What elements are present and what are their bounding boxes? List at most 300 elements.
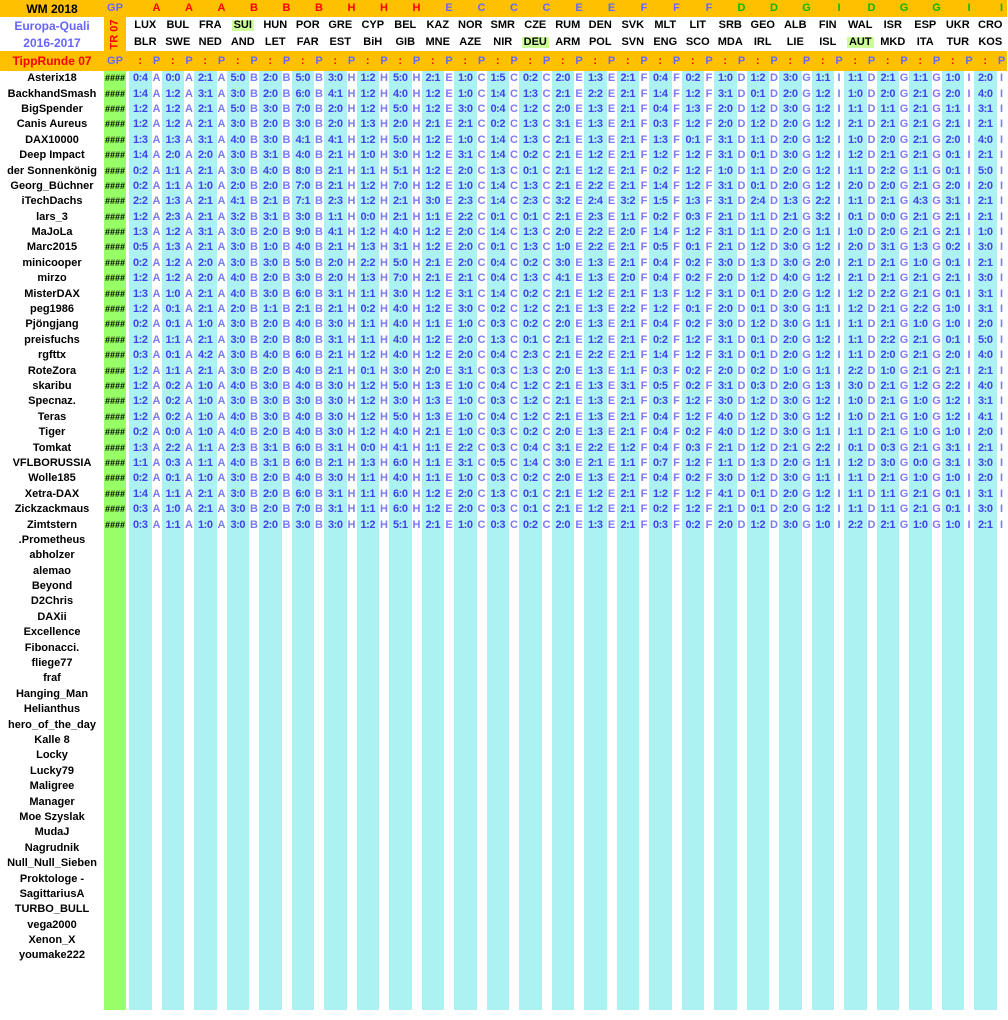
score-cell[interactable]: 2:1 xyxy=(974,117,997,132)
score-cell[interactable]: 1:3 xyxy=(129,286,152,301)
score-cell[interactable]: 7:0 xyxy=(389,179,412,194)
score-cell[interactable]: 1:1 xyxy=(162,487,185,502)
score-cell[interactable]: 3:1 xyxy=(454,148,477,163)
score-cell[interactable]: 2:1 xyxy=(974,256,997,271)
score-cell[interactable]: 0:1 xyxy=(487,240,510,255)
score-cell[interactable]: 1:1 xyxy=(422,317,445,332)
score-cell[interactable]: 3:1 xyxy=(714,86,737,101)
score-cell[interactable]: 2:2 xyxy=(844,363,867,378)
score-cell[interactable]: 1:2 xyxy=(844,148,867,163)
score-cell[interactable]: 2:1 xyxy=(909,179,932,194)
score-cell[interactable]: 3:2 xyxy=(227,210,250,225)
score-cell[interactable]: 3:1 xyxy=(259,148,282,163)
score-cell[interactable]: 1:3 xyxy=(747,456,770,471)
score-cell[interactable]: 3:0 xyxy=(259,256,282,271)
score-cell[interactable]: 2:1 xyxy=(877,471,900,486)
score-cell[interactable]: 2:0 xyxy=(259,271,282,286)
score-cell[interactable]: 1:3 xyxy=(649,286,672,301)
score-cell[interactable]: 1:0 xyxy=(812,517,835,532)
score-cell[interactable]: 1:1 xyxy=(812,317,835,332)
score-cell[interactable]: 2:3 xyxy=(324,194,347,209)
score-cell[interactable]: 7:0 xyxy=(292,502,315,517)
score-cell[interactable]: 1:2 xyxy=(747,102,770,117)
score-cell[interactable]: 0:1 xyxy=(519,163,542,178)
score-cell[interactable]: 1:1 xyxy=(812,71,835,86)
score-cell[interactable]: 4:0 xyxy=(974,379,997,394)
score-cell[interactable]: 4:1 xyxy=(324,133,347,148)
score-cell[interactable]: 2:0 xyxy=(714,363,737,378)
score-cell[interactable]: 2:0 xyxy=(552,317,575,332)
score-cell[interactable]: 5:0 xyxy=(292,71,315,86)
score-cell[interactable]: 2:3 xyxy=(584,210,607,225)
score-cell[interactable]: 0:0 xyxy=(357,210,380,225)
score-cell[interactable]: 1:2 xyxy=(747,410,770,425)
score-cell[interactable]: 1:0 xyxy=(909,471,932,486)
score-cell[interactable]: 2:2 xyxy=(877,333,900,348)
score-cell[interactable]: 0:3 xyxy=(877,440,900,455)
score-cell[interactable]: 0:5 xyxy=(649,240,672,255)
score-cell[interactable]: 0:2 xyxy=(682,317,705,332)
score-cell[interactable]: 1:2 xyxy=(129,394,152,409)
score-cell[interactable]: 0:3 xyxy=(682,440,705,455)
score-cell[interactable]: 4:1 xyxy=(324,225,347,240)
score-cell[interactable]: 1:0 xyxy=(454,179,477,194)
score-cell[interactable]: 2:1 xyxy=(877,379,900,394)
score-cell[interactable]: 3:0 xyxy=(292,394,315,409)
score-cell[interactable]: 0:3 xyxy=(487,317,510,332)
score-cell[interactable]: 2:1 xyxy=(942,210,965,225)
score-cell[interactable]: 0:2 xyxy=(162,379,185,394)
score-cell[interactable]: 3:1 xyxy=(877,240,900,255)
score-cell[interactable]: 0:2 xyxy=(129,256,152,271)
score-cell[interactable]: 6:0 xyxy=(292,86,315,101)
score-cell[interactable]: 1:3 xyxy=(584,302,607,317)
score-cell[interactable]: 3:0 xyxy=(389,286,412,301)
score-cell[interactable]: 5:0 xyxy=(389,102,412,117)
score-cell[interactable]: 0:2 xyxy=(487,117,510,132)
score-cell[interactable]: 0:2 xyxy=(129,179,152,194)
score-cell[interactable]: 3:1 xyxy=(259,440,282,455)
score-cell[interactable]: 2:1 xyxy=(552,179,575,194)
score-cell[interactable]: 0:2 xyxy=(519,71,542,86)
score-cell[interactable]: 3:0 xyxy=(422,194,445,209)
score-cell[interactable]: 4:3 xyxy=(909,194,932,209)
score-cell[interactable]: 2:1 xyxy=(324,240,347,255)
score-cell[interactable]: 2:1 xyxy=(194,302,217,317)
score-cell[interactable]: 1:0 xyxy=(454,471,477,486)
score-cell[interactable]: 0:1 xyxy=(747,179,770,194)
score-cell[interactable]: 3:1 xyxy=(454,456,477,471)
score-cell[interactable]: 2:1 xyxy=(617,471,640,486)
score-cell[interactable]: 2:0 xyxy=(552,471,575,486)
score-cell[interactable]: 1:3 xyxy=(812,379,835,394)
score-cell[interactable]: 2:3 xyxy=(519,348,542,363)
score-cell[interactable]: 1:2 xyxy=(682,394,705,409)
score-cell[interactable]: 1:2 xyxy=(129,117,152,132)
score-cell[interactable]: 2:0 xyxy=(259,425,282,440)
score-cell[interactable]: 4:0 xyxy=(389,317,412,332)
score-cell[interactable]: 2:0 xyxy=(194,256,217,271)
score-cell[interactable]: 3:0 xyxy=(324,394,347,409)
score-cell[interactable]: 2:0 xyxy=(552,102,575,117)
score-cell[interactable]: 0:1 xyxy=(747,333,770,348)
score-cell[interactable]: 3:0 xyxy=(227,348,250,363)
score-cell[interactable]: 3:0 xyxy=(714,471,737,486)
score-cell[interactable]: 1:2 xyxy=(682,117,705,132)
score-cell[interactable]: 1:2 xyxy=(812,179,835,194)
score-cell[interactable]: 2:1 xyxy=(909,502,932,517)
score-cell[interactable]: 2:3 xyxy=(519,194,542,209)
score-cell[interactable]: 2:1 xyxy=(617,240,640,255)
score-cell[interactable]: 2:2 xyxy=(877,163,900,178)
score-cell[interactable]: 2:0 xyxy=(389,117,412,132)
score-cell[interactable]: 1:1 xyxy=(942,102,965,117)
score-cell[interactable]: 3:0 xyxy=(877,456,900,471)
score-cell[interactable]: 1:2 xyxy=(584,333,607,348)
score-cell[interactable]: 7:0 xyxy=(292,179,315,194)
score-cell[interactable]: 2:2 xyxy=(584,86,607,101)
score-cell[interactable]: 4:0 xyxy=(974,133,997,148)
score-cell[interactable]: 4:0 xyxy=(292,148,315,163)
score-cell[interactable]: 0:3 xyxy=(487,425,510,440)
score-cell[interactable]: 1:3 xyxy=(909,240,932,255)
score-cell[interactable]: 2:1 xyxy=(909,440,932,455)
score-cell[interactable]: 2:1 xyxy=(617,394,640,409)
score-cell[interactable]: 3:0 xyxy=(324,517,347,532)
score-cell[interactable]: 1:3 xyxy=(519,117,542,132)
score-cell[interactable]: 4:1 xyxy=(324,86,347,101)
score-cell[interactable]: 2:0 xyxy=(779,487,802,502)
score-cell[interactable]: 3:0 xyxy=(974,502,997,517)
score-cell[interactable]: 1:2 xyxy=(357,379,380,394)
score-cell[interactable]: 1:2 xyxy=(747,71,770,86)
score-cell[interactable]: 1:2 xyxy=(747,317,770,332)
score-cell[interactable]: 2:1 xyxy=(714,210,737,225)
score-cell[interactable]: 2:1 xyxy=(194,117,217,132)
score-cell[interactable]: 2:1 xyxy=(909,286,932,301)
score-cell[interactable]: 3:0 xyxy=(324,379,347,394)
score-cell[interactable]: 1:4 xyxy=(649,225,672,240)
score-cell[interactable]: 1:2 xyxy=(812,348,835,363)
score-cell[interactable]: 2:1 xyxy=(422,117,445,132)
score-cell[interactable]: 1:5 xyxy=(487,71,510,86)
score-cell[interactable]: 1:4 xyxy=(129,148,152,163)
score-cell[interactable]: 1:2 xyxy=(519,302,542,317)
score-cell[interactable]: 1:2 xyxy=(422,502,445,517)
score-cell[interactable]: 1:1 xyxy=(812,425,835,440)
score-cell[interactable]: 2:1 xyxy=(617,117,640,132)
score-cell[interactable]: 1:2 xyxy=(617,440,640,455)
score-cell[interactable]: 2:1 xyxy=(974,210,997,225)
score-cell[interactable]: 2:1 xyxy=(714,440,737,455)
score-cell[interactable]: 2:1 xyxy=(552,333,575,348)
score-cell[interactable]: 2:1 xyxy=(552,348,575,363)
score-cell[interactable]: 1:2 xyxy=(747,425,770,440)
score-cell[interactable]: 2:1 xyxy=(877,410,900,425)
score-cell[interactable]: 0:3 xyxy=(649,117,672,132)
score-cell[interactable]: 2:0 xyxy=(422,363,445,378)
score-cell[interactable]: 1:0 xyxy=(194,471,217,486)
score-cell[interactable]: 2:1 xyxy=(324,456,347,471)
score-cell[interactable]: 0:3 xyxy=(487,502,510,517)
score-cell[interactable]: 1:0 xyxy=(454,71,477,86)
score-cell[interactable]: 3:1 xyxy=(942,456,965,471)
score-cell[interactable]: 1:0 xyxy=(194,179,217,194)
score-cell[interactable]: 2:2 xyxy=(617,302,640,317)
score-cell[interactable]: 4:0 xyxy=(389,225,412,240)
score-cell[interactable]: 0:3 xyxy=(487,440,510,455)
score-cell[interactable]: 0:5 xyxy=(129,240,152,255)
score-cell[interactable]: 4:0 xyxy=(389,333,412,348)
score-cell[interactable]: 2:1 xyxy=(194,102,217,117)
score-cell[interactable]: 4:2 xyxy=(194,348,217,363)
score-cell[interactable]: 1:0 xyxy=(909,425,932,440)
score-cell[interactable]: 1:1 xyxy=(747,163,770,178)
score-cell[interactable]: 2:1 xyxy=(844,117,867,132)
score-cell[interactable]: 1:1 xyxy=(162,179,185,194)
score-cell[interactable]: 2:1 xyxy=(909,348,932,363)
score-cell[interactable]: 3:0 xyxy=(259,133,282,148)
score-cell[interactable]: 5:0 xyxy=(389,256,412,271)
score-cell[interactable]: 0:4 xyxy=(649,102,672,117)
score-cell[interactable]: 1:3 xyxy=(682,194,705,209)
score-cell[interactable]: 1:4 xyxy=(487,86,510,101)
score-cell[interactable]: 1:2 xyxy=(682,333,705,348)
score-cell[interactable]: 3:0 xyxy=(292,117,315,132)
score-cell[interactable]: 0:3 xyxy=(487,363,510,378)
score-cell[interactable]: 2:1 xyxy=(617,410,640,425)
score-cell[interactable]: 2:0 xyxy=(779,379,802,394)
score-cell[interactable]: 3:0 xyxy=(454,102,477,117)
score-cell[interactable]: 1:2 xyxy=(812,502,835,517)
score-cell[interactable]: 1:1 xyxy=(617,456,640,471)
score-cell[interactable]: 3:1 xyxy=(942,440,965,455)
score-cell[interactable]: 1:2 xyxy=(422,163,445,178)
score-cell[interactable]: 1:2 xyxy=(649,487,672,502)
score-cell[interactable]: 0:2 xyxy=(747,363,770,378)
score-cell[interactable]: 0:2 xyxy=(682,517,705,532)
score-cell[interactable]: 2:1 xyxy=(324,302,347,317)
score-cell[interactable]: 1:0 xyxy=(909,410,932,425)
score-cell[interactable]: 1:4 xyxy=(487,133,510,148)
score-cell[interactable]: 2:0 xyxy=(714,102,737,117)
score-cell[interactable]: 0:4 xyxy=(649,425,672,440)
score-cell[interactable]: 4:0 xyxy=(292,425,315,440)
score-cell[interactable]: 1:3 xyxy=(487,163,510,178)
score-cell[interactable]: 3:0 xyxy=(714,394,737,409)
score-cell[interactable]: 1:2 xyxy=(942,410,965,425)
score-cell[interactable]: 1:1 xyxy=(259,302,282,317)
score-cell[interactable]: 0:3 xyxy=(682,210,705,225)
score-cell[interactable]: 5:0 xyxy=(974,163,997,178)
score-cell[interactable]: 2:1 xyxy=(617,102,640,117)
score-cell[interactable]: 7:0 xyxy=(389,271,412,286)
score-cell[interactable]: 1:1 xyxy=(422,440,445,455)
score-cell[interactable]: 1:1 xyxy=(617,363,640,378)
score-cell[interactable]: 3:1 xyxy=(324,487,347,502)
score-cell[interactable]: 1:2 xyxy=(682,456,705,471)
score-cell[interactable]: 1:1 xyxy=(844,333,867,348)
score-cell[interactable]: 2:1 xyxy=(877,394,900,409)
score-cell[interactable]: 3:0 xyxy=(227,487,250,502)
score-cell[interactable]: 3:0 xyxy=(389,363,412,378)
score-cell[interactable]: 2:1 xyxy=(259,194,282,209)
score-cell[interactable]: 1:1 xyxy=(909,163,932,178)
score-cell[interactable]: 2:1 xyxy=(422,517,445,532)
score-cell[interactable]: 2:0 xyxy=(259,471,282,486)
score-cell[interactable]: 2:1 xyxy=(877,194,900,209)
score-cell[interactable]: 1:2 xyxy=(129,379,152,394)
score-cell[interactable]: 2:1 xyxy=(194,240,217,255)
score-cell[interactable]: 2:2 xyxy=(942,379,965,394)
score-cell[interactable]: 2:0 xyxy=(779,225,802,240)
score-cell[interactable]: 4:0 xyxy=(714,410,737,425)
score-cell[interactable]: 0:1 xyxy=(747,348,770,363)
score-cell[interactable]: 1:3 xyxy=(357,240,380,255)
score-cell[interactable]: 1:2 xyxy=(357,86,380,101)
score-cell[interactable]: 1:1 xyxy=(909,71,932,86)
score-cell[interactable]: 3:0 xyxy=(227,163,250,178)
score-cell[interactable]: 1:0 xyxy=(162,286,185,301)
score-cell[interactable]: 0:1 xyxy=(747,302,770,317)
score-cell[interactable]: 2:1 xyxy=(552,394,575,409)
score-cell[interactable]: 4:0 xyxy=(974,86,997,101)
score-cell[interactable]: 3:0 xyxy=(779,425,802,440)
score-cell[interactable]: 2:0 xyxy=(454,348,477,363)
score-cell[interactable]: 1:2 xyxy=(747,394,770,409)
score-cell[interactable]: 0:2 xyxy=(129,471,152,486)
score-cell[interactable]: 1:1 xyxy=(812,302,835,317)
score-cell[interactable]: 1:0 xyxy=(454,379,477,394)
score-cell[interactable]: 3:0 xyxy=(259,394,282,409)
score-cell[interactable]: 8:0 xyxy=(292,333,315,348)
score-cell[interactable]: 1:2 xyxy=(747,440,770,455)
score-cell[interactable]: 1:2 xyxy=(584,487,607,502)
score-cell[interactable]: 1:1 xyxy=(812,471,835,486)
score-cell[interactable]: 2:0 xyxy=(714,302,737,317)
score-cell[interactable]: 0:3 xyxy=(129,502,152,517)
score-cell[interactable]: 1:2 xyxy=(682,179,705,194)
score-cell[interactable]: 1:0 xyxy=(942,317,965,332)
score-cell[interactable]: 0:2 xyxy=(519,256,542,271)
score-cell[interactable]: 3:1 xyxy=(324,286,347,301)
score-cell[interactable]: 3:0 xyxy=(552,256,575,271)
score-cell[interactable]: 1:1 xyxy=(357,286,380,301)
score-cell[interactable]: 1:0 xyxy=(942,425,965,440)
score-cell[interactable]: 4:0 xyxy=(974,348,997,363)
score-cell[interactable]: 1:3 xyxy=(162,240,185,255)
score-cell[interactable]: 3:1 xyxy=(714,379,737,394)
score-cell[interactable]: 1:2 xyxy=(812,286,835,301)
score-cell[interactable]: 7:0 xyxy=(292,102,315,117)
score-cell[interactable]: 1:3 xyxy=(422,394,445,409)
score-cell[interactable]: 2:1 xyxy=(552,302,575,317)
score-cell[interactable]: 2:1 xyxy=(877,271,900,286)
score-cell[interactable]: 2:0 xyxy=(877,348,900,363)
score-cell[interactable]: 1:2 xyxy=(162,225,185,240)
score-cell[interactable]: 2:1 xyxy=(974,194,997,209)
score-cell[interactable]: 2:4 xyxy=(584,194,607,209)
score-cell[interactable]: 1:3 xyxy=(519,363,542,378)
score-cell[interactable]: 1:2 xyxy=(682,86,705,101)
score-cell[interactable]: 1:2 xyxy=(747,117,770,132)
score-cell[interactable]: 3:0 xyxy=(779,517,802,532)
score-cell[interactable]: 1:1 xyxy=(357,487,380,502)
score-cell[interactable]: 1:2 xyxy=(519,379,542,394)
score-cell[interactable]: 2:1 xyxy=(942,271,965,286)
score-cell[interactable]: 2:1 xyxy=(617,517,640,532)
score-cell[interactable]: 2:0 xyxy=(877,86,900,101)
score-cell[interactable]: 1:0 xyxy=(194,410,217,425)
score-cell[interactable]: 2:1 xyxy=(877,256,900,271)
score-cell[interactable]: 0:2 xyxy=(682,363,705,378)
score-cell[interactable]: 2:0 xyxy=(454,502,477,517)
score-cell[interactable]: 1:1 xyxy=(844,71,867,86)
score-cell[interactable]: 2:1 xyxy=(942,225,965,240)
score-cell[interactable]: 2:0 xyxy=(942,133,965,148)
score-cell[interactable]: 4:0 xyxy=(389,348,412,363)
score-cell[interactable]: 0:1 xyxy=(162,317,185,332)
score-cell[interactable]: 1:2 xyxy=(812,148,835,163)
score-cell[interactable]: 3:0 xyxy=(324,425,347,440)
score-cell[interactable]: 5:0 xyxy=(227,102,250,117)
score-cell[interactable]: 2:1 xyxy=(877,317,900,332)
score-cell[interactable]: 4:0 xyxy=(292,471,315,486)
score-cell[interactable]: 3:0 xyxy=(292,210,315,225)
score-cell[interactable]: 1:2 xyxy=(747,517,770,532)
score-cell[interactable]: 0:4 xyxy=(487,271,510,286)
score-cell[interactable]: 0:0 xyxy=(877,210,900,225)
score-cell[interactable]: 0:2 xyxy=(519,425,542,440)
score-cell[interactable]: 1:2 xyxy=(357,194,380,209)
score-cell[interactable]: 2:0 xyxy=(454,333,477,348)
score-cell[interactable]: 0:1 xyxy=(162,348,185,363)
score-cell[interactable]: 1:2 xyxy=(584,286,607,301)
score-cell[interactable]: 1:0 xyxy=(909,394,932,409)
score-cell[interactable]: 2:0 xyxy=(779,163,802,178)
score-cell[interactable]: 2:0 xyxy=(454,240,477,255)
score-cell[interactable]: 2:2 xyxy=(909,302,932,317)
score-cell[interactable]: 2:0 xyxy=(454,225,477,240)
score-cell[interactable]: 3:0 xyxy=(259,102,282,117)
score-cell[interactable]: 0:2 xyxy=(519,471,542,486)
score-cell[interactable]: 2:0 xyxy=(974,471,997,486)
score-cell[interactable]: 3:0 xyxy=(974,271,997,286)
score-cell[interactable]: 3:0 xyxy=(779,471,802,486)
score-cell[interactable]: 0:5 xyxy=(649,379,672,394)
score-cell[interactable]: 2:1 xyxy=(909,148,932,163)
score-cell[interactable]: 1:2 xyxy=(519,410,542,425)
score-cell[interactable]: 0:2 xyxy=(649,502,672,517)
score-cell[interactable]: 1:2 xyxy=(812,240,835,255)
score-cell[interactable]: 2:1 xyxy=(909,86,932,101)
score-cell[interactable]: 2:1 xyxy=(909,133,932,148)
score-cell[interactable]: 0:2 xyxy=(519,286,542,301)
score-cell[interactable]: 2:1 xyxy=(974,517,997,532)
score-cell[interactable]: 2:1 xyxy=(552,86,575,101)
score-cell[interactable]: 1:2 xyxy=(682,286,705,301)
score-cell[interactable]: 2:0 xyxy=(617,225,640,240)
score-cell[interactable]: 1:1 xyxy=(844,487,867,502)
score-cell[interactable]: 2:1 xyxy=(909,271,932,286)
score-cell[interactable]: 2:0 xyxy=(942,86,965,101)
score-cell[interactable]: 0:1 xyxy=(519,333,542,348)
score-cell[interactable]: 0:4 xyxy=(649,256,672,271)
score-cell[interactable]: 1:2 xyxy=(812,86,835,101)
score-cell[interactable]: 2:0 xyxy=(714,271,737,286)
score-cell[interactable]: 1:2 xyxy=(682,148,705,163)
score-cell[interactable]: 1:1 xyxy=(844,163,867,178)
